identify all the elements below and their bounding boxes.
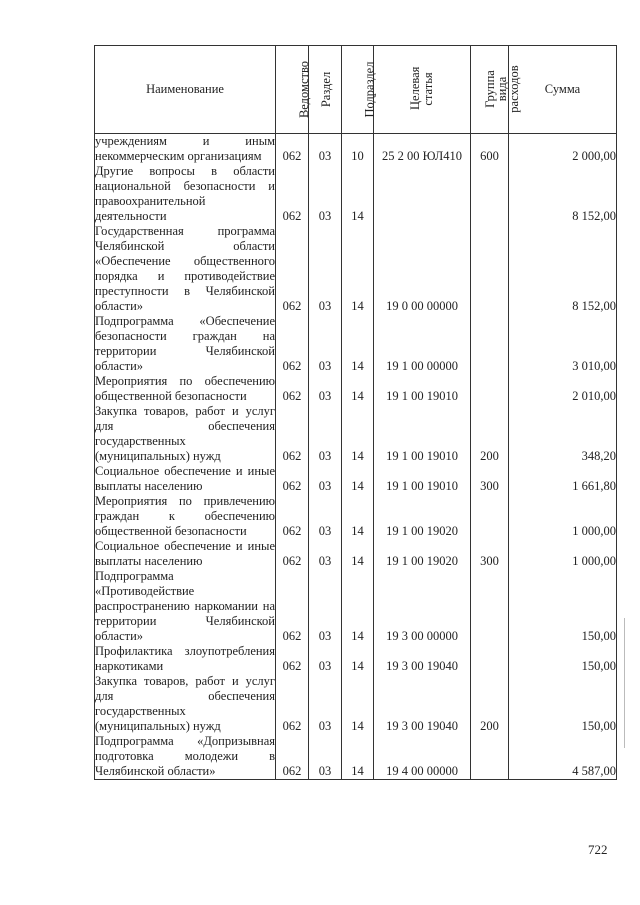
table-row <box>95 464 617 494</box>
table-header-row <box>95 46 617 134</box>
row-vedomstvo: 062 <box>276 494 309 539</box>
table-row <box>95 404 617 464</box>
page-number: 722 <box>588 842 608 857</box>
row-gruppa <box>471 494 509 539</box>
row-summa: 4 587,00 <box>509 734 617 780</box>
row-name: Мероприятия по привлечению граждан к обеспечению общественной безопасности <box>95 494 275 538</box>
row-vedomstvo: 062 <box>276 539 309 569</box>
row-celevaya-statya: 25 2 00 ЮЛ410 <box>374 134 471 165</box>
row-gruppa <box>471 734 509 780</box>
row-razdel: 03 <box>309 314 342 374</box>
row-podrazdel: 14 <box>342 464 374 494</box>
row-gruppa <box>471 164 509 224</box>
row-name: Подпрограмма «Допризывная подготовка молодежи в Челябинской области» <box>95 734 275 778</box>
header-summa: Сумма <box>509 46 617 134</box>
row-celevaya-statya: 19 3 00 19040 <box>374 674 471 734</box>
header-razdel: Раздел <box>309 46 342 134</box>
row-vedomstvo: 062 <box>276 314 309 374</box>
row-podrazdel: 14 <box>342 374 374 404</box>
row-razdel: 03 <box>309 464 342 494</box>
row-gruppa <box>471 314 509 374</box>
header-vedomstvo: Ведомство <box>276 46 309 134</box>
budget-table <box>94 45 617 780</box>
row-razdel: 03 <box>309 224 342 314</box>
row-summa: 348,20 <box>509 404 617 464</box>
row-vedomstvo: 062 <box>276 464 309 494</box>
table-row <box>95 644 617 674</box>
row-name: Социальное обеспечение и иные выплаты населению <box>95 464 275 493</box>
table-row <box>95 134 617 165</box>
table-row <box>95 734 617 780</box>
row-celevaya-statya: 19 1 00 19010 <box>374 464 471 494</box>
row-summa: 3 010,00 <box>509 314 617 374</box>
row-razdel: 03 <box>309 734 342 780</box>
row-summa: 150,00 <box>509 644 617 674</box>
row-celevaya-statya: 19 4 00 00000 <box>374 734 471 780</box>
row-razdel: 03 <box>309 374 342 404</box>
header-celevaya-statya: Целевая статья <box>374 46 471 134</box>
table-row <box>95 164 617 224</box>
row-name: Подпрограмма «Обеспечение безопасности граждан на территории Челябинской области» <box>95 314 275 373</box>
row-celevaya-statya: 19 1 00 19010 <box>374 404 471 464</box>
row-podrazdel: 14 <box>342 644 374 674</box>
row-celevaya-statya: 19 1 00 19020 <box>374 539 471 569</box>
row-vedomstvo: 062 <box>276 674 309 734</box>
table-row <box>95 539 617 569</box>
row-podrazdel: 10 <box>342 134 374 165</box>
row-podrazdel: 14 <box>342 734 374 780</box>
row-celevaya-statya <box>374 164 471 224</box>
row-summa: 1 000,00 <box>509 539 617 569</box>
header-gruppa-vida-rashodov: Группа вида расходов <box>471 46 509 134</box>
row-gruppa <box>471 374 509 404</box>
row-name: Профилактика злоупотребления наркотиками <box>95 644 275 673</box>
row-podrazdel: 14 <box>342 314 374 374</box>
row-celevaya-statya: 19 1 00 00000 <box>374 314 471 374</box>
row-celevaya-statya: 19 1 00 19020 <box>374 494 471 539</box>
row-podrazdel: 14 <box>342 404 374 464</box>
row-razdel: 03 <box>309 539 342 569</box>
row-name: Государственная программа Челябинской области «Обеспечение общественного порядка и противодействие преступности в Челябинской области» <box>95 224 275 313</box>
table-row <box>95 314 617 374</box>
row-vedomstvo: 062 <box>276 734 309 780</box>
row-name: Мероприятия по обеспечению общественной безопасности <box>95 374 275 403</box>
row-podrazdel: 14 <box>342 674 374 734</box>
row-celevaya-statya: 19 0 00 00000 <box>374 224 471 314</box>
row-name: Закупка товаров, работ и услуг для обеспечения государственных (муниципальных) нужд <box>95 674 275 733</box>
row-razdel: 03 <box>309 644 342 674</box>
row-razdel: 03 <box>309 494 342 539</box>
row-razdel: 03 <box>309 164 342 224</box>
row-podrazdel: 14 <box>342 569 374 644</box>
row-razdel: 03 <box>309 404 342 464</box>
row-podrazdel: 14 <box>342 164 374 224</box>
row-vedomstvo: 062 <box>276 374 309 404</box>
row-summa: 1 661,80 <box>509 464 617 494</box>
row-name: Социальное обеспечение и иные выплаты населению <box>95 539 275 568</box>
row-razdel: 03 <box>309 674 342 734</box>
row-vedomstvo: 062 <box>276 569 309 644</box>
row-vedomstvo: 062 <box>276 644 309 674</box>
table-row <box>95 374 617 404</box>
row-name: Подпрограмма «Противодействие распространению наркомании на территории Челябинской области» <box>95 569 275 643</box>
row-summa: 150,00 <box>509 569 617 644</box>
row-gruppa: 600 <box>471 134 509 165</box>
row-razdel: 03 <box>309 569 342 644</box>
row-gruppa <box>471 644 509 674</box>
row-summa: 2 000,00 <box>509 134 617 165</box>
row-celevaya-statya: 19 1 00 19010 <box>374 374 471 404</box>
table-row <box>95 494 617 539</box>
row-gruppa: 200 <box>471 674 509 734</box>
row-podrazdel: 14 <box>342 494 374 539</box>
header-name: Наименование <box>95 46 276 134</box>
row-vedomstvo: 062 <box>276 164 309 224</box>
row-vedomstvo: 062 <box>276 134 309 165</box>
row-summa: 8 152,00 <box>509 224 617 314</box>
row-name: Другие вопросы в области национальной безопасности и правоохранительной деятельности <box>95 164 275 223</box>
row-summa: 2 010,00 <box>509 374 617 404</box>
row-celevaya-statya: 19 3 00 00000 <box>374 569 471 644</box>
row-vedomstvo: 062 <box>276 404 309 464</box>
row-summa: 1 000,00 <box>509 494 617 539</box>
table-row <box>95 569 617 644</box>
row-podrazdel: 14 <box>342 224 374 314</box>
row-gruppa: 300 <box>471 464 509 494</box>
header-podrazdel: Подраздел <box>342 46 374 134</box>
row-razdel: 03 <box>309 134 342 165</box>
row-gruppa: 300 <box>471 539 509 569</box>
row-name: Закупка товаров, работ и услуг для обеспечения государственных (муниципальных) нужд <box>95 404 275 463</box>
row-vedomstvo: 062 <box>276 224 309 314</box>
row-summa: 8 152,00 <box>509 164 617 224</box>
row-summa: 150,00 <box>509 674 617 734</box>
row-name: учреждениям и иным некоммерческим организациям <box>95 134 275 163</box>
table-row <box>95 674 617 734</box>
row-gruppa <box>471 569 509 644</box>
row-gruppa: 200 <box>471 404 509 464</box>
row-celevaya-statya: 19 3 00 19040 <box>374 644 471 674</box>
margin-line <box>624 618 625 748</box>
row-gruppa <box>471 224 509 314</box>
table-row <box>95 224 617 314</box>
row-podrazdel: 14 <box>342 539 374 569</box>
